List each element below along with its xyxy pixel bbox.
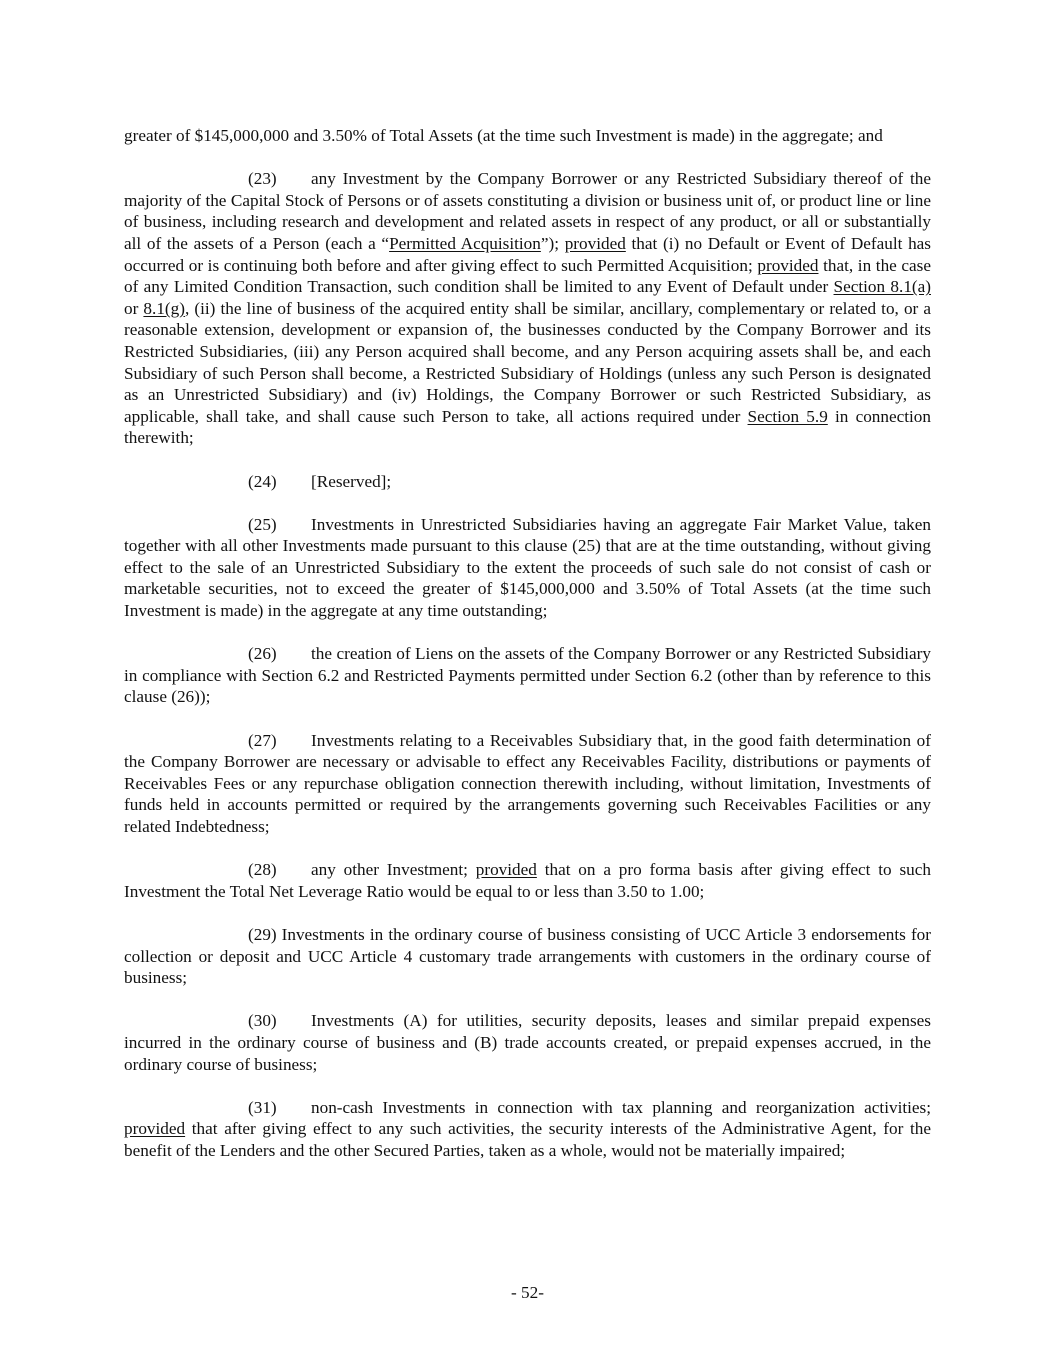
clause-28: (28) any other Investment; provided that on a pro forma basis after giving effect to such Investment the Total Net Leverage Ratio would be equal to or less than 3.50 to 1.00; xyxy=(124,860,931,901)
defined-term-permitted-acquisition: Permitted Acquisition xyxy=(389,233,541,253)
document-body xyxy=(124,125,931,1183)
clause-30 xyxy=(124,1010,931,1075)
provided-term: provided xyxy=(757,255,819,275)
clause-text: the creation of Liens on the assets of the Company Borrower or any Restricted Subsidiary in compliance with Section 6.2 and Restricted Payments permitted under Section 6.2 (other than by reference to this clause (26)); xyxy=(124,644,931,707)
clause-text: [Reserved]; xyxy=(311,471,392,491)
clause-number: (29) xyxy=(248,924,277,944)
clause-number: (24) xyxy=(248,471,277,491)
section-reference: Section 5.9 xyxy=(747,406,828,426)
clause-29 xyxy=(124,924,931,989)
clause-23: (23) any Investment by the Company Borrower or any Restricted Subsidiary thereof of the majority of the Capital Stock of Persons or of assets constituting a division or business unit of, or product line or line of business, including research and development and related assets in respect of any product, or all or substantially all of the assets of a Person (each a “Permitted Acquisition”); provided that (i) no Default or Event of Default has occurred or is continuing both before and after giving effect to such Permitted Acquisition; provided that, in the case of any Limited Condition Transaction, such condition shall be limited to any Event of Default under Section 8.1(a) or 8.1(g), (ii) the line of business of the acquired entity shall be similar, ancillary, complementary or related to, or a reasonable extension, development or expansion of, the businesses conducted by the Company Borrower and its Restricted Subsidiaries, (iii) any Person acquired shall become, and any Person acquiring assets shall be, and each Subsidiary of such Person shall become, a Restricted Subsidiary of Holdings (unless any such Person is designated as an Unrestricted Subsidiary) and (iv) Holdings, the Company Borrower or such Restricted Subsidiary, as applicable, shall take, and shall cause such Person to take, all actions required under Section 5.9 in connection therewith; xyxy=(124,169,931,448)
clause-text: Investments in the ordinary course of business consisting of UCC Article 3 endorsements for collection or deposit and UCC Article 4 customary trade arrangements with customers in the ordinary course of business; xyxy=(124,924,931,988)
clause-number: (30) xyxy=(248,1011,277,1031)
section-reference: Section 8.1(a) xyxy=(833,277,931,297)
continuation-text: greater of $145,000,000 and 3.50% of Total Assets (at the time such Investment is made) in the aggregate; and xyxy=(124,126,883,145)
clause-number: (23) xyxy=(248,169,277,189)
page-number: - 52- xyxy=(511,1283,544,1302)
clause-25 xyxy=(124,514,931,622)
clause-text: Investments in Unrestricted Subsidiaries having an aggregate Fair Market Value, taken together with all other Investments made pursuant to this clause (25) that are at the time outstanding, without giving effect to the sale of an Unrestricted Subsidiary to the extent the proceeds of such sale do not consist of cash or marketable securities, not to exceed the greater of $145,000,000 and 3.50% of Total Assets (at the time such Investment is made) in the aggregate at any time outstanding; xyxy=(124,514,931,621)
clause-text: Investments (A) for utilities, security deposits, leases and similar prepaid expenses incurred in the ordinary course of business and (B) trade accounts created, or prepaid expenses accrued, in the ordinary course of business; xyxy=(124,1011,931,1074)
clause-31: (31) non-cash Investments in connection with tax planning and reorganization activities; provided that after giving effect to any such activities, the security interests of the Administrative Agent, for the benefit of the Lenders and the other Secured Parties, taken as a whole, would not be materially impaired; xyxy=(124,1097,931,1160)
clause-number: (31) xyxy=(248,1097,277,1117)
clause-number: (28) xyxy=(248,860,277,880)
provided-term: provided xyxy=(475,860,537,880)
clause-number: (27) xyxy=(248,730,277,750)
clause-26 xyxy=(124,643,931,708)
section-reference: 8.1(g) xyxy=(143,298,185,318)
clause-text: Investments relating to a Receivables Subsidiary that, in the good faith determination of the Company Borrower are necessary or advisable to effect any Receivables Facility, distributions or payments of Receivables Fees or any repurchase obligation connection therewith including, without limitation, Investments of funds held in accounts permitted or required by the arrangements governing such Receivables Facilities or any related Indebtedness; xyxy=(124,730,931,836)
clause-number: (26) xyxy=(248,644,277,664)
clause-number: (25) xyxy=(248,514,277,534)
clause-27 xyxy=(124,730,931,838)
provided-term: provided xyxy=(564,233,626,253)
provided-term: provided xyxy=(124,1119,186,1139)
paragraph-continuation xyxy=(124,125,931,147)
clause-24 xyxy=(124,471,931,493)
